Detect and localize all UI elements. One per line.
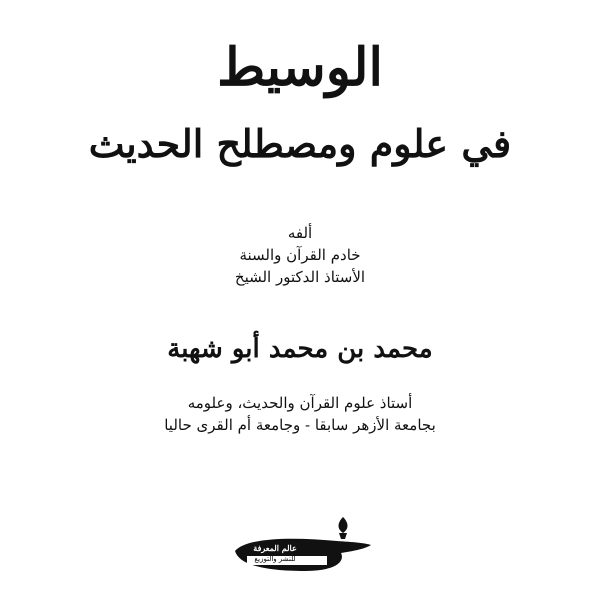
affiliation-line-2: بجامعة الأزهر سابقا - وجامعة أم القرى حاليا <box>164 416 436 434</box>
publisher-name: عالم المعرفة <box>253 543 297 553</box>
affiliation-line-1: أستاذ علوم القرآن والحديث، وعلومه <box>187 394 413 412</box>
author-lead: ألفه <box>287 224 313 242</box>
publisher-subtitle: للنشر والتوزيع <box>254 555 296 563</box>
author-title-1: خادم القرآن والسنة <box>239 246 361 264</box>
book-title: الوسيط <box>217 37 383 98</box>
author-credits <box>0 222 600 288</box>
author-name: محمد بن محمد أبو شهبة <box>167 334 433 364</box>
author-affiliation <box>0 392 600 436</box>
book-subtitle: في علوم ومصطلح الحديث <box>88 121 512 166</box>
author-title-2: الأستاذ الدكتور الشيخ <box>234 268 366 286</box>
